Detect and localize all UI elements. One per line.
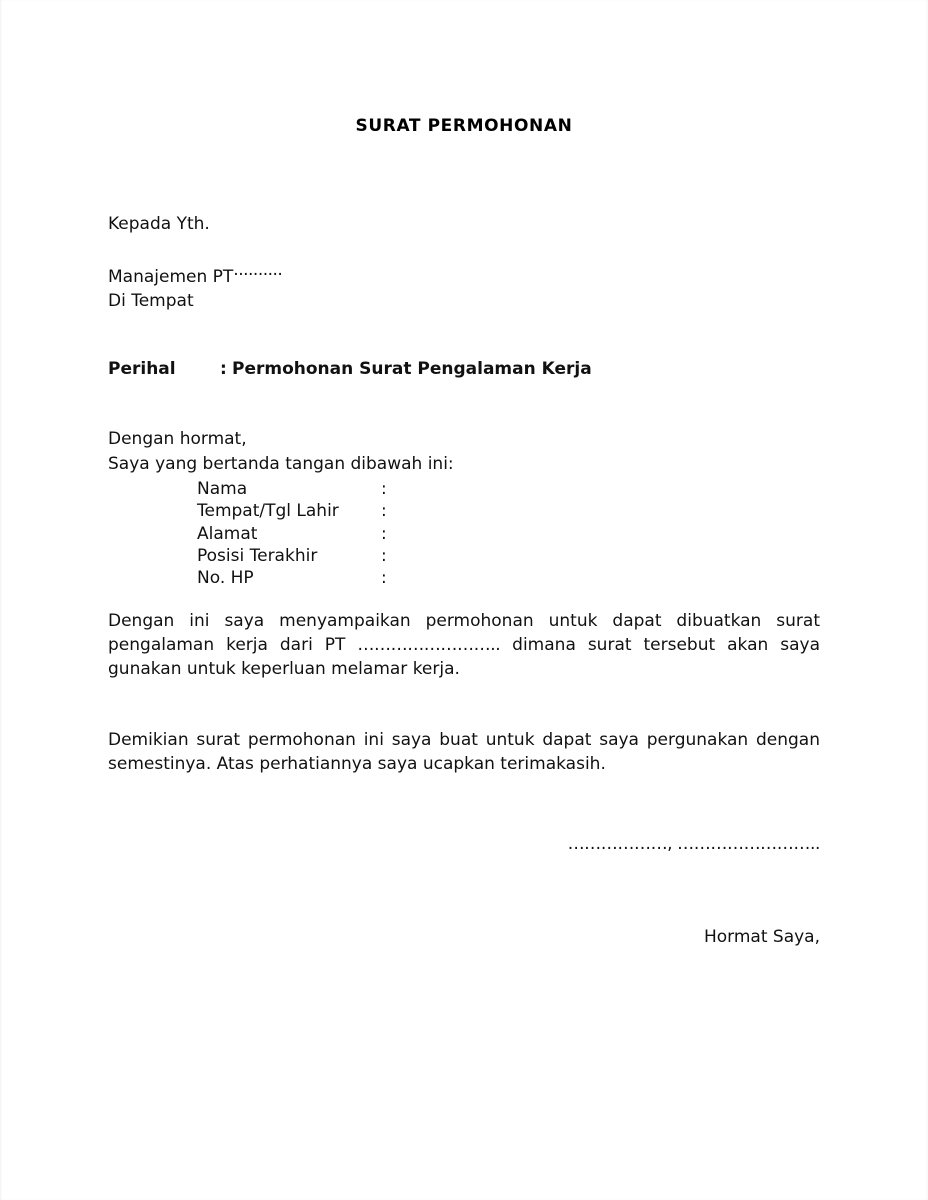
body-paragraph-request <box>108 609 820 681</box>
body-paragraph-request-part2: dimana surat tersebut akan saya gunakan untuk keperluan melamar kerja. <box>108 634 820 680</box>
salutation-block <box>108 427 820 475</box>
body-paragraph-closing: Demikian surat permohonan ini saya buat untuk dapat saya pergunakan dengan semestinya. Atas perhatiannya saya ucapkan terimakasih. <box>108 730 820 775</box>
subject-value: Permohonan Surat Pengalaman Kerja <box>232 359 592 380</box>
table-row <box>108 500 401 522</box>
table-row <box>108 523 401 545</box>
addressee-line-1: Kepada Yth. <box>108 214 210 234</box>
place-date-blank: ………………, …………………….. <box>567 834 820 855</box>
addressee-block <box>108 212 820 313</box>
field-label-no-hp: No. HP <box>197 568 254 589</box>
field-indent <box>108 500 197 522</box>
field-indent <box>108 523 197 545</box>
letter-content <box>108 0 820 947</box>
subject-label: Perihal <box>108 359 176 380</box>
addressee-company-blank: .......... <box>233 260 283 281</box>
field-indent <box>108 567 197 589</box>
addressee-line-3: Di Tempat <box>108 291 194 312</box>
salutation-intro: Saya yang bertanda tangan dibawah ini: <box>108 453 454 474</box>
field-colon-tempat-tgl-lahir: : <box>381 501 387 522</box>
addressee-line-2 <box>108 258 820 289</box>
closing-block <box>108 927 820 947</box>
field-colon-nama: : <box>381 478 387 499</box>
salutation-greeting: Dengan hormat, <box>108 429 247 450</box>
body-paragraph-request-part1: Dengan ini saya menyampaikan permohonan untuk dapat dibuatkan surat pengalaman kerja dari PT <box>108 610 820 655</box>
subject-separator: : <box>220 359 227 380</box>
closing-salutation: Hormat Saya, <box>703 927 820 948</box>
field-label-nama: Nama <box>197 478 248 499</box>
applicant-fields-body <box>108 478 401 590</box>
field-indent <box>108 478 197 500</box>
field-label-tempat-tgl-lahir: Tempat/Tgl Lahir <box>197 501 339 522</box>
subject-block <box>108 359 820 379</box>
table-row <box>108 545 401 567</box>
addressee-company-prefix: Manajemen PT <box>108 267 234 288</box>
field-colon-alamat: : <box>381 523 387 544</box>
field-colon-posisi-terakhir: : <box>381 545 387 566</box>
field-indent <box>108 545 197 567</box>
table-row <box>108 567 401 589</box>
field-label-alamat: Alamat <box>197 523 258 544</box>
body-paragraph-company-blank: …………………….. <box>357 634 501 655</box>
page-title: SURAT PERMOHONAN <box>355 116 573 136</box>
table-row <box>108 478 401 500</box>
applicant-fields-table <box>108 478 401 590</box>
field-label-posisi-terakhir: Posisi Terakhir <box>197 545 318 566</box>
field-colon-no-hp: : <box>381 568 387 589</box>
